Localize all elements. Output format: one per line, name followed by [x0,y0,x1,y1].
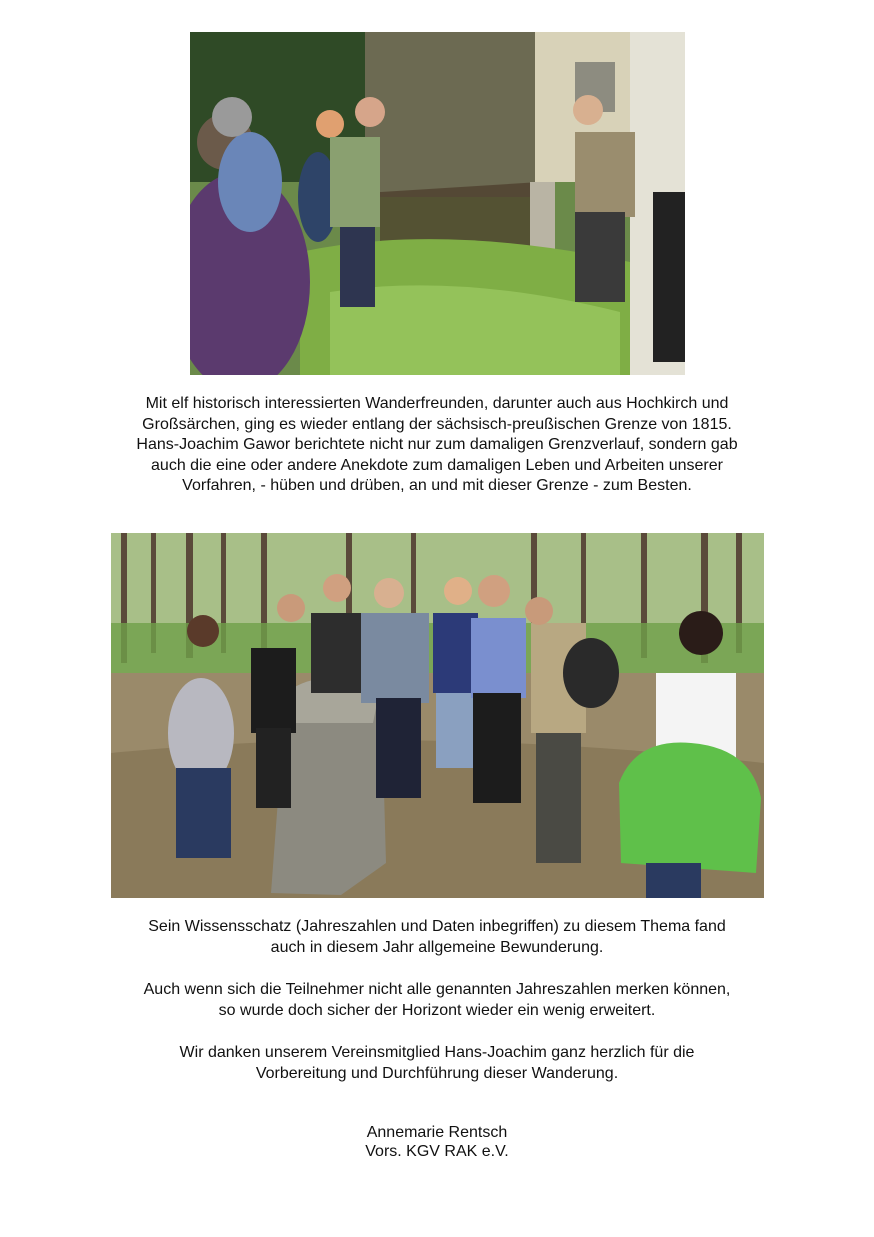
text-line: Sein Wissensschatz (Jahreszahlen und Daten inbegriffen) zu diesem Thema fand [148,918,726,935]
text-line: Vorfahren, - hüben und drüben, an und mit dieser Grenze - zum Besten. [182,477,692,494]
photo-group-at-border-stone [111,533,764,898]
signature-title: Vors. KGV RAK e.V. [365,1143,509,1160]
text-line: auch in diesem Jahr allgemeine Bewunderung. [270,938,604,956]
text-line: Mit elf historisch interessierten Wanderfreunden, darunter auch aus Hochkirch und [145,395,729,412]
body-paragraph [90,980,784,1021]
body-paragraph [90,1043,784,1084]
text-line: auch die eine oder andere Anekdote zum damaligen Leben und Arbeiten unserer [151,456,723,474]
text-line: Wir danken unserem Vereinsmitglied Hans-Joachim ganz herzlich für die [179,1044,695,1061]
body-paragraph [90,917,784,958]
caption-paragraph [90,394,784,497]
text-line: Großsärchen, ging es wieder entlang der sächsisch-preußischen Grenze von 1815. [142,415,732,433]
signature-name: Annemarie Rentsch [366,1124,508,1141]
photo-group-at-fence [190,32,685,375]
signature-block [90,1123,784,1161]
text-line: Auch wenn sich die Teilnehmer nicht alle genannten Jahreszahlen merken können, [143,981,731,998]
text-line: Vorbereitung und Durchführung dieser Wanderung. [255,1064,619,1082]
text-line: so wurde doch sicher der Horizont wieder ein wenig erweitert. [218,1001,656,1019]
text-line: Hans-Joachim Gawor berichtete nicht nur zum damaligen Grenzverlauf, sondern gab [136,436,738,453]
